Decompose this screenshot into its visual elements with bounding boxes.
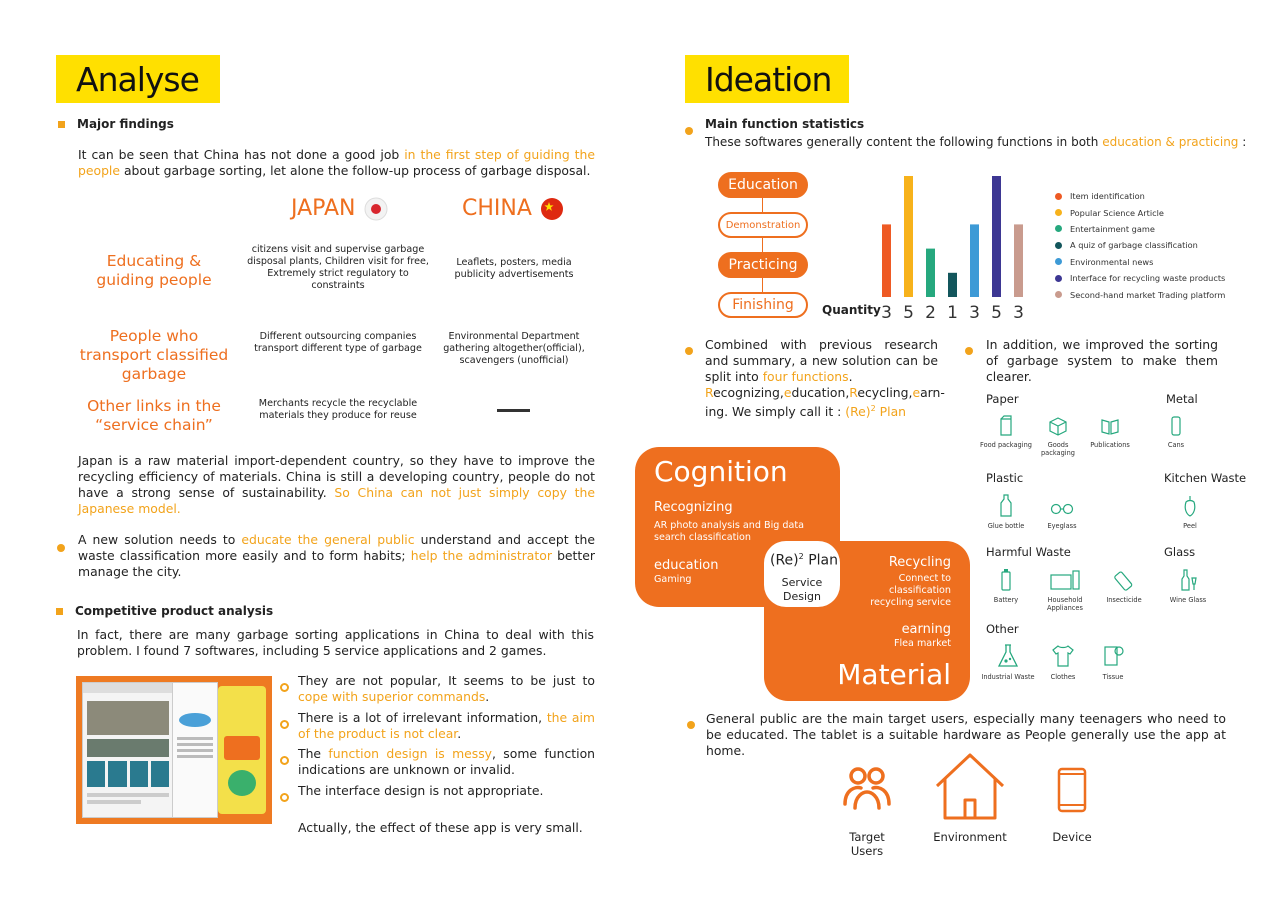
industrial-waste-item: Industrial Waste (980, 643, 1036, 681)
ring-bullet-icon (280, 750, 289, 769)
china-header: CHINA (462, 196, 564, 221)
ideation-title-box (685, 55, 849, 103)
legend-swatch (1055, 242, 1062, 249)
waste-kitchen-items (1176, 494, 1204, 530)
legend-item (1055, 270, 1225, 286)
bar-value-label: 5 (991, 303, 1002, 320)
legend-label: Environmental news (1070, 256, 1154, 267)
flow-arrow (762, 238, 763, 252)
row-china-transport: Environmental Department gathering altogether(official), scavengers (unofficial) (443, 331, 585, 366)
bar-1 (882, 224, 891, 297)
square-bullet-icon (58, 121, 65, 128)
japan-header: JAPAN (291, 196, 388, 221)
education-label: education (654, 558, 719, 573)
glue-bottle-icon (998, 494, 1014, 518)
dot-bullet-icon (685, 120, 693, 139)
target-users-paragraph: General public are the main target users, especially many teenagers who need to be educated. The tablet is a suitable hardware as People generally use the app at home. (706, 711, 1226, 758)
legend-swatch (1055, 275, 1062, 282)
competitive-bullet-1: They are not popular, It seems to be just to cope with superior commands. (298, 673, 595, 704)
legend-item (1055, 221, 1225, 237)
legend-item (1055, 188, 1225, 204)
glue-bottle-item: Glue bottle (980, 494, 1032, 530)
competitive-intro: In fact, there are many garbage sorting applications in China to deal with this problem. I found 7 softwares, including 5 service applications and 2 games. (77, 627, 594, 658)
major-findings-heading: Major findings (58, 117, 174, 131)
insecticide-item: Insecticide (1098, 568, 1150, 612)
venn-center-plan: $(Re)^2$ Plan (770, 552, 838, 569)
food-packaging-icon (996, 415, 1016, 437)
function-bar-chart (876, 170, 1036, 320)
row-china-educating: Leaflets, posters, media publicity advertisements (454, 257, 574, 280)
waste-harmful-title: Harmful Waste (986, 545, 1071, 559)
app-screenshots-image (76, 676, 272, 824)
waste-paper-title: Paper (986, 392, 1019, 406)
flow-education: Education (718, 172, 808, 198)
waste-kitchen-title: Kitchen Waste (1164, 471, 1247, 485)
recognizing-desc: AR photo analysis and Big data search classification (654, 520, 804, 543)
waste-plastic-items (980, 494, 1088, 530)
bar-value-label: 1 (947, 303, 958, 320)
row-china-service-chain-dash (497, 409, 530, 412)
ring-bullet-icon (280, 714, 289, 733)
insecticide-icon (1111, 568, 1137, 592)
appliances-icon (1049, 568, 1081, 592)
japan-flag-icon (364, 197, 388, 221)
can-icon (1169, 415, 1183, 437)
tissue-item: Tissue (1090, 643, 1136, 681)
cans-item: Cans (1162, 415, 1190, 449)
wine-glass-item: Wine Glass (1166, 568, 1210, 604)
household-appliances-item: Household Appliances (1034, 568, 1096, 612)
bar-value-label: 5 (903, 303, 914, 320)
waste-other-title: Other (986, 622, 1019, 636)
new-solution-paragraph: A new solution needs to educate the general public understand and accept the waste classification more easily and to form habits; help the administrator better manage the city. (78, 532, 595, 579)
food-packaging-item: Food packaging (980, 415, 1032, 457)
ring-bullet-icon (280, 787, 289, 806)
clothes-item: Clothes (1040, 643, 1086, 681)
chart-legend (1055, 188, 1225, 303)
legend-swatch (1055, 225, 1062, 232)
japan-china-paragraph: Japan is a raw material import-dependent country, so they have to improve the recycling efficiency of materials. China is still a developing country, people do not have a strong sense of sustainability. So China can not just simply copy the Japanese model. (78, 453, 595, 516)
device-block: Device (1042, 766, 1102, 844)
earning-label: earning (901, 622, 951, 637)
target-users-block: Target Users (832, 764, 902, 858)
bar-value-label: 3 (969, 303, 980, 320)
house-icon (933, 750, 1007, 822)
waste-other-items (980, 643, 1136, 681)
peel-icon (1182, 494, 1198, 518)
tablet-icon (1056, 766, 1088, 814)
target-users-icon (841, 764, 893, 812)
legend-label: A quiz of garbage classification (1070, 240, 1198, 251)
competitive-bullet-3: The function design is messy, some function indications are unknown or invalid. (298, 746, 595, 777)
legend-item (1055, 204, 1225, 220)
bar-value-label: 3 (881, 303, 892, 320)
dot-bullet-icon (57, 537, 65, 556)
chart-quantity-label: Quantity (822, 303, 881, 317)
combined-paragraph: Combined with previous research and summary, a new solution can be split into four functions. Recognizing,education,Recycling,earn-ing. We simply call it : $(Re)^2$ Plan (705, 337, 945, 420)
waste-harmful-items (980, 568, 1150, 612)
bar-value-label: 2 (925, 303, 936, 320)
environment-block: Environment (930, 750, 1010, 844)
cognition-title: Cognition (654, 455, 788, 488)
bar-3 (926, 249, 935, 297)
wine-bottle-icon (1178, 568, 1198, 592)
dot-bullet-icon (687, 714, 695, 733)
waste-plastic-title: Plastic (986, 471, 1024, 485)
legend-item (1055, 237, 1225, 253)
competitive-bullet-4: The interface design is not appropriate. (298, 783, 544, 798)
waste-metal-title: Metal (1166, 392, 1198, 406)
china-flag-icon (540, 197, 564, 221)
row-label-transport: People who transport classified garbage (79, 327, 229, 383)
tissue-icon (1101, 643, 1125, 669)
earning-desc: Flea market (893, 638, 951, 649)
waste-metal-items (1162, 415, 1190, 449)
recycling-label: Recycling (888, 555, 951, 570)
square-bullet-icon (56, 608, 63, 615)
dot-bullet-icon (965, 340, 973, 359)
education-desc: Gaming (654, 574, 692, 585)
legend-swatch (1055, 193, 1062, 200)
legend-item (1055, 286, 1225, 302)
competitive-heading: Competitive product analysis (56, 604, 273, 618)
ring-bullet-icon (280, 677, 289, 696)
waste-paper-items (980, 415, 1136, 457)
legend-label: Item identification (1070, 191, 1145, 202)
bar-6 (992, 176, 1001, 297)
improved-paragraph: In addition, we improved the sorting of garbage system to make them clearer. (986, 337, 1218, 384)
main-function-heading: Main function statistics (705, 117, 865, 131)
row-japan-transport: Different outsourcing companies transport different type of garbage (254, 331, 422, 354)
recycling-desc: Connect to classification recycling service (870, 573, 951, 608)
bar-2 (904, 176, 913, 297)
publications-icon (1099, 415, 1121, 437)
material-title: Material (837, 658, 951, 691)
row-label-service-chain: Other links in the “service chain” (87, 397, 221, 434)
recognizing-label: Recognizing (654, 500, 733, 515)
flask-icon (996, 643, 1020, 669)
row-japan-service-chain: Merchants recycle the recyclable materials they produce for reuse (258, 398, 418, 421)
flow-practicing: Practicing (718, 252, 808, 278)
publications-item: Publications (1084, 415, 1136, 457)
legend-label: Second-hand market Trading platform (1070, 289, 1226, 300)
legend-swatch (1055, 209, 1062, 216)
goods-packaging-icon (1047, 415, 1069, 437)
main-function-sub: These softwares generally content the following functions in both education & practicing : (705, 135, 1247, 149)
peel-item: Peel (1176, 494, 1204, 530)
competitive-conclusion: Actually, the effect of these app is very small. (298, 820, 583, 835)
clothes-icon (1050, 643, 1076, 669)
flow-arrow (762, 278, 763, 292)
legend-item (1055, 254, 1225, 270)
legend-swatch (1055, 291, 1062, 298)
flow-demonstration: Demonstration (718, 212, 808, 238)
dot-bullet-icon (685, 340, 693, 359)
legend-label: Entertainment game (1070, 223, 1155, 234)
row-label-educating: Educating & guiding people (96, 252, 212, 289)
goods-packaging-item: Goods packaging (1032, 415, 1084, 457)
row-japan-educating: citizens visit and supervise garbage disposal plants, Children visit for free, Extremely strict regulatory to constraints (247, 244, 429, 291)
ideation-title: Ideation (705, 59, 832, 99)
waste-glass-title: Glass (1164, 545, 1196, 559)
bar-7 (1014, 224, 1023, 297)
venn-center-sub: Service Design (781, 576, 823, 603)
flow-arrow (762, 198, 763, 212)
analyse-title-box (56, 55, 220, 103)
eyeglass-icon (1050, 494, 1074, 518)
flow-finishing: Finishing (718, 292, 808, 318)
analyse-title: Analyse (76, 59, 199, 99)
bar-value-label: 3 (1013, 303, 1024, 320)
bar-5 (970, 224, 979, 297)
eyeglass-item: Eyeglass (1036, 494, 1088, 530)
battery-item: Battery (980, 568, 1032, 612)
competitive-bullet-2: There is a lot of irrelevant information, the aim of the product is not clear. (298, 710, 595, 741)
bar-4 (948, 273, 957, 297)
major-findings-paragraph: It can be seen that China has not done a good job in the first step of guiding the people about garbage sorting, let alone the follow-up process of garbage disposal. (78, 147, 596, 178)
legend-swatch (1055, 258, 1062, 265)
waste-glass-items (1166, 568, 1210, 604)
legend-label: Interface for recycling waste products (1070, 273, 1226, 284)
battery-icon (1000, 568, 1012, 592)
legend-label: Popular Science Article (1070, 207, 1164, 218)
